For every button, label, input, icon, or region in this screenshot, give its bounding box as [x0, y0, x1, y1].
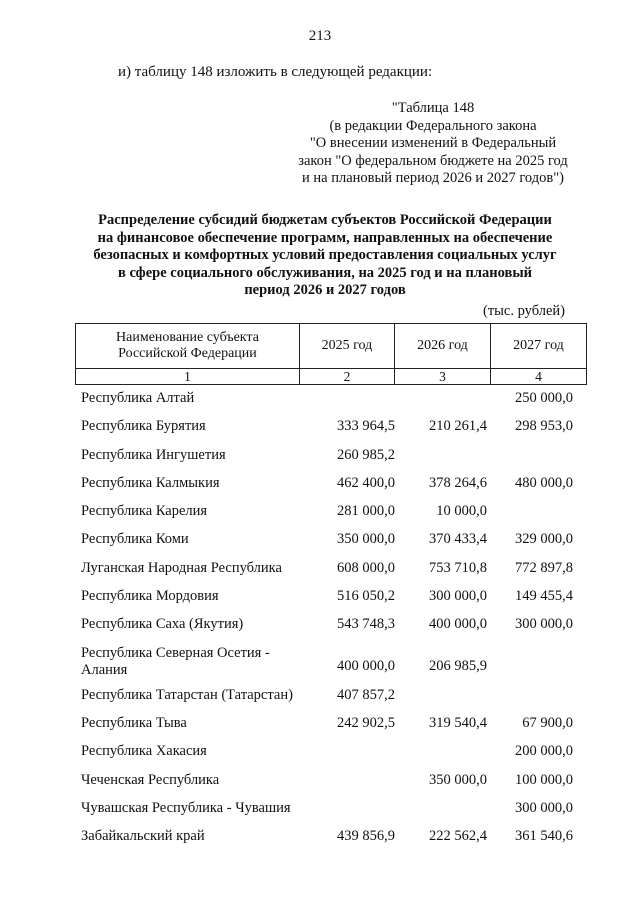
table-row: [75, 639, 587, 681]
table-row: [75, 766, 587, 794]
table-row: [75, 709, 587, 737]
value-2025: 407 857,2: [337, 686, 395, 703]
value-2026: 206 985,9: [429, 657, 487, 674]
header-2026: 2026 год: [394, 324, 490, 369]
column-number: 2: [299, 369, 394, 385]
value-2026: 753 710,8: [429, 559, 487, 576]
value-2026: 319 540,4: [429, 714, 487, 731]
value-2027: 300 000,0: [515, 799, 573, 816]
value-2026: 300 000,0: [429, 588, 487, 605]
value-2025: 260 985,2: [337, 446, 395, 463]
table-reference-block: [285, 100, 581, 188]
value-2025: 400 000,0: [337, 657, 395, 674]
intro-text: и) таблицу 148 изложить в следующей редакции:: [118, 64, 433, 80]
value-2026: 400 000,0: [429, 616, 487, 633]
value-2025: 516 050,2: [337, 588, 395, 605]
region-name: Забайкальский край: [81, 828, 205, 845]
table-reference-line: и на плановый период 2026 и 2027 годов"): [302, 170, 564, 186]
table-header: [75, 323, 587, 385]
region-name: Республика Бурятия: [81, 418, 206, 435]
table-row: [75, 737, 587, 765]
value-2027: 298 953,0: [515, 418, 573, 435]
region-name: Республика Северная Осетия - Алания: [81, 644, 270, 678]
value-2026: 10 000,0: [436, 503, 487, 520]
title-line: на финансовое обеспечение программ, направленных на обеспечение: [97, 229, 553, 246]
header-2025: 2025 год: [299, 324, 394, 369]
value-2027: 250 000,0: [515, 390, 573, 406]
value-2027: 67 900,0: [522, 714, 573, 731]
table-row: [75, 582, 587, 610]
title-line: период 2026 и 2027 годов: [244, 282, 406, 299]
title-line: безопасных и комфортных условий предоставления социальных услуг: [93, 247, 557, 264]
region-name: Республика Алтай: [81, 390, 195, 406]
column-number: 1: [76, 369, 300, 385]
value-2027: 480 000,0: [515, 474, 573, 491]
value-2025: 608 000,0: [337, 559, 395, 576]
table-body: [75, 384, 587, 850]
value-2027: 300 000,0: [515, 616, 573, 633]
value-2026: 210 261,4: [429, 418, 487, 435]
region-name: Республика Ингушетия: [81, 446, 226, 463]
region-name: Республика Коми: [81, 531, 189, 548]
table-row: [75, 554, 587, 582]
region-name: Республика Саха (Якутия): [81, 616, 244, 633]
table-row: [75, 610, 587, 638]
table-row: [75, 681, 587, 709]
table-row: [75, 469, 587, 497]
table-reference-line: "Таблица 148: [391, 100, 475, 116]
value-2026: 370 433,4: [429, 531, 487, 548]
region-name: Республика Хакасия: [81, 743, 207, 760]
header-name-line: Российской Федерации: [118, 346, 257, 361]
table-reference-line: (в редакции Федерального закона: [329, 117, 537, 134]
column-number: 4: [490, 369, 586, 385]
region-name: Республика Тыва: [81, 714, 187, 731]
value-2027: 772 897,8: [515, 559, 573, 576]
value-2027: 329 000,0: [515, 531, 573, 548]
region-name: Луганская Народная Республика: [81, 559, 282, 576]
table-reference-line: "О внесении изменений в Федеральный: [309, 135, 557, 151]
region-name: Чеченская Республика: [81, 771, 220, 788]
header-name-line: Наименование субъекта: [116, 330, 259, 345]
value-2025: 281 000,0: [337, 503, 395, 520]
region-name: Республика Татарстан (Татарстан): [81, 686, 293, 703]
table-row: [75, 794, 587, 822]
value-2026: 378 264,6: [429, 474, 487, 491]
region-name: Чувашская Республика - Чувашия: [81, 799, 291, 816]
table-row: [75, 441, 587, 469]
table-row: [75, 412, 587, 440]
units-label: (тыс. рублей): [483, 303, 565, 319]
value-2025: 333 964,5: [337, 418, 395, 435]
table-reference-line: закон "О федеральном бюджете на 2025 год: [298, 152, 568, 169]
table-row: [75, 497, 587, 525]
title-line: Распределение субсидий бюджетам субъектов Российской Федерации: [98, 212, 552, 228]
region-name: Республика Мордовия: [81, 588, 219, 605]
value-2027: 100 000,0: [515, 771, 573, 788]
region-name: Республика Калмыкия: [81, 474, 220, 491]
table-row: [75, 525, 587, 553]
value-2025: 439 856,9: [337, 828, 395, 845]
region-name: Республика Карелия: [81, 503, 208, 520]
value-2025: 350 000,0: [337, 531, 395, 548]
document-title: [70, 212, 580, 300]
column-number: 3: [394, 369, 490, 385]
value-2025: 462 400,0: [337, 474, 395, 491]
table-row: [75, 384, 587, 412]
title-line: в сфере социального обслуживания, на 2025 год и на плановый: [117, 264, 533, 281]
value-2027: 149 455,4: [515, 588, 573, 605]
table-row: [75, 822, 587, 850]
value-2027: 200 000,0: [515, 743, 573, 760]
page-number: 213: [308, 28, 332, 44]
header-2027: 2027 год: [490, 324, 586, 369]
value-2025: 543 748,3: [337, 616, 395, 633]
header-name: [76, 324, 300, 369]
value-2026: 350 000,0: [429, 771, 487, 788]
value-2026: 222 562,4: [429, 828, 487, 845]
value-2025: 242 902,5: [337, 714, 395, 731]
value-2027: 361 540,6: [515, 828, 573, 845]
